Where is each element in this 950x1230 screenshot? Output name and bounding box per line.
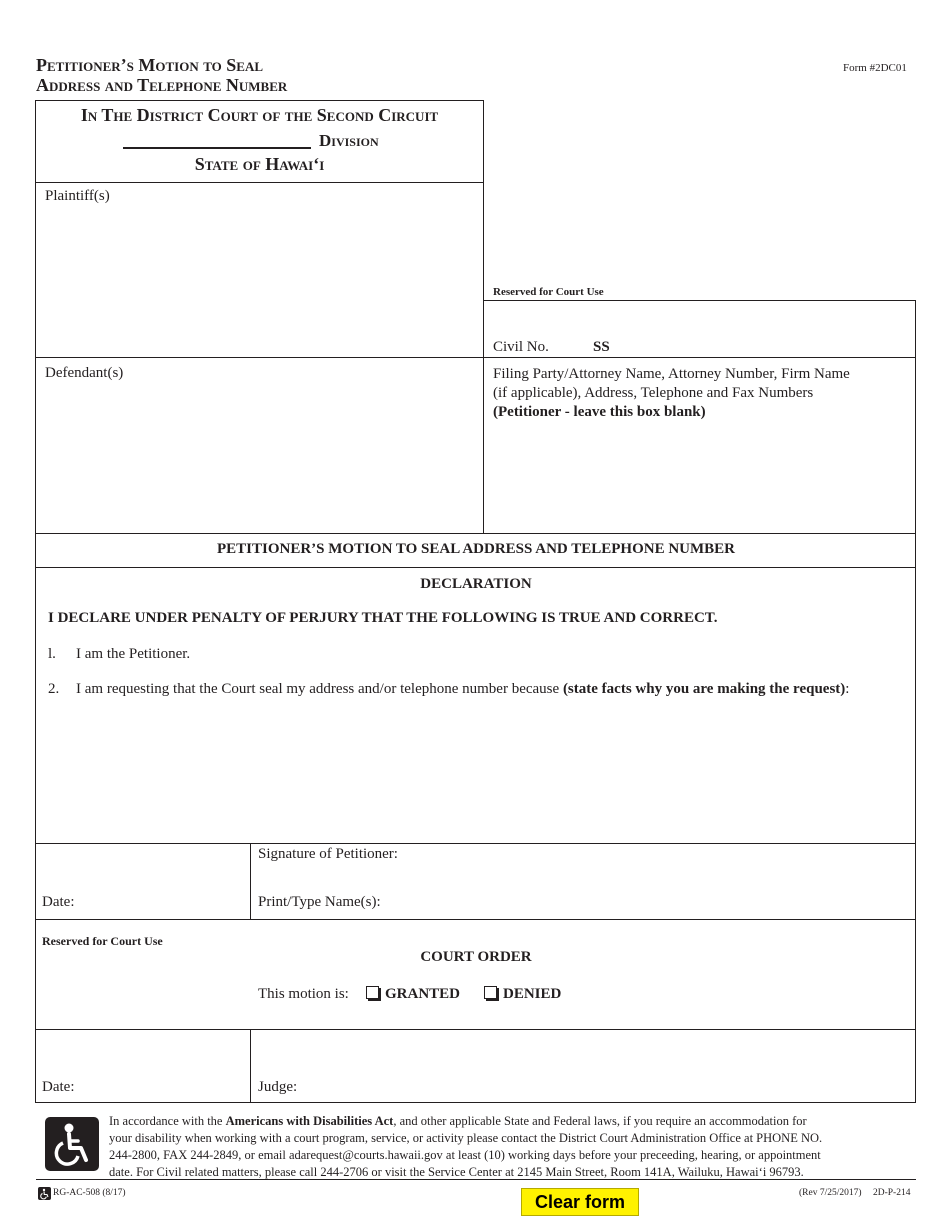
item2-text-main: I am requesting that the Court seal my address and/or telephone number because xyxy=(76,681,560,697)
order-reserved-label: Reserved for Court Use xyxy=(42,934,163,948)
court-name: In The District Court of the Second Circuit xyxy=(80,105,439,125)
civil-no-code: SS xyxy=(593,339,610,355)
item1-number: l. xyxy=(48,646,56,662)
filing-party-line3: (Petitioner - leave this box blank) xyxy=(493,404,706,420)
form-title-line1: Petitioner’s Motion to Seal xyxy=(36,55,264,75)
signature-label: Signature of Petitioner: xyxy=(258,846,398,862)
denied-label: DENIED xyxy=(503,986,562,1002)
denied-checkbox[interactable] xyxy=(484,986,497,999)
petitioner-date-field[interactable] xyxy=(80,890,245,914)
wheelchair-icon xyxy=(45,1117,99,1171)
form-number: Form #2DC01 xyxy=(843,62,907,74)
petitioner-date-label: Date: xyxy=(42,894,75,910)
ada-line2: your disability when working with a court program, service, or activity please contact the District Court Administration Office at PHONE NO. xyxy=(109,1131,823,1145)
motion-title: PETITIONER’S MOTION TO SEAL ADDRESS AND TELEPHONE NUMBER xyxy=(216,541,736,557)
judge-label: Judge: xyxy=(258,1079,298,1095)
declaration-oath: I DECLARE UNDER PENALTY OF PERJURY THAT THE FOLLOWING IS TRUE AND CORRECT. xyxy=(48,610,718,626)
form-title-line2: Address and Telephone Number xyxy=(36,75,288,95)
clear-form-button[interactable]: Clear form xyxy=(521,1188,639,1216)
declaration-heading: DECLARATION xyxy=(420,576,532,592)
ada-act-name: Americans with Disabilities Act xyxy=(225,1114,394,1128)
item2-text-bold: (state facts why you are making the request) xyxy=(562,681,846,697)
filing-party-line2: (if applicable), Address, Telephone and Fax Numbers xyxy=(493,385,814,401)
court-order-heading: COURT ORDER xyxy=(420,949,532,965)
item2-text-end: : xyxy=(845,681,850,697)
granted-label: GRANTED xyxy=(385,986,461,1002)
revision-date: (Rev 7/25/2017) xyxy=(799,1188,862,1198)
item1-text: I am the Petitioner. xyxy=(76,646,191,662)
print-name-label: Print/Type Name(s): xyxy=(258,894,381,910)
print-name-field[interactable] xyxy=(390,890,910,914)
item2-text xyxy=(76,681,849,698)
ada-notice xyxy=(109,1113,822,1181)
granted-option[interactable] xyxy=(366,986,460,1003)
declaration-facts-field[interactable] xyxy=(76,704,906,836)
motion-is-label: This motion is: xyxy=(258,986,349,1002)
reserved-court-use-label: Reserved for Court Use xyxy=(493,286,604,298)
civil-no-label: Civil No. xyxy=(493,339,549,355)
division-blank-line xyxy=(123,147,311,149)
ada-line4: date. For Civil related matters, please call 244-2706 or visit the Service Center at 2145 Main Street, Room 141A, Wailuku, Hawai‘i 96793. xyxy=(109,1165,804,1179)
order-date-label: Date: xyxy=(42,1079,75,1095)
division-label: Division xyxy=(319,131,379,150)
ada-line3: 244-2800, FAX 244-2849, or email adarequest@courts.hawaii.gov at least (10) working days before your preceeding, hearing, or appointment xyxy=(109,1148,821,1162)
footer-right-code: 2D-P-214 xyxy=(873,1188,911,1198)
state-label: State of Hawai‘i xyxy=(194,154,325,174)
footer-left-code: RG-AC-508 (8/17) xyxy=(53,1188,126,1198)
plaintiff-label: Plaintiff(s) xyxy=(45,188,110,204)
ada-pre: In accordance with the xyxy=(109,1114,226,1128)
item2-number: 2. xyxy=(48,681,60,697)
filing-party-instructions xyxy=(493,365,850,422)
filing-party-line1: Filing Party/Attorney Name, Attorney Number, Firm Name xyxy=(493,366,850,382)
ada-line1 xyxy=(109,1113,822,1130)
denied-option[interactable] xyxy=(484,986,561,1003)
defendant-label: Defendant(s) xyxy=(45,365,124,381)
ada-line1-rest: , and other applicable State and Federal laws, if you require an accommodation for xyxy=(393,1114,807,1128)
granted-checkbox[interactable] xyxy=(366,986,379,999)
form-title xyxy=(36,55,287,95)
small-wheelchair-icon xyxy=(38,1187,51,1200)
